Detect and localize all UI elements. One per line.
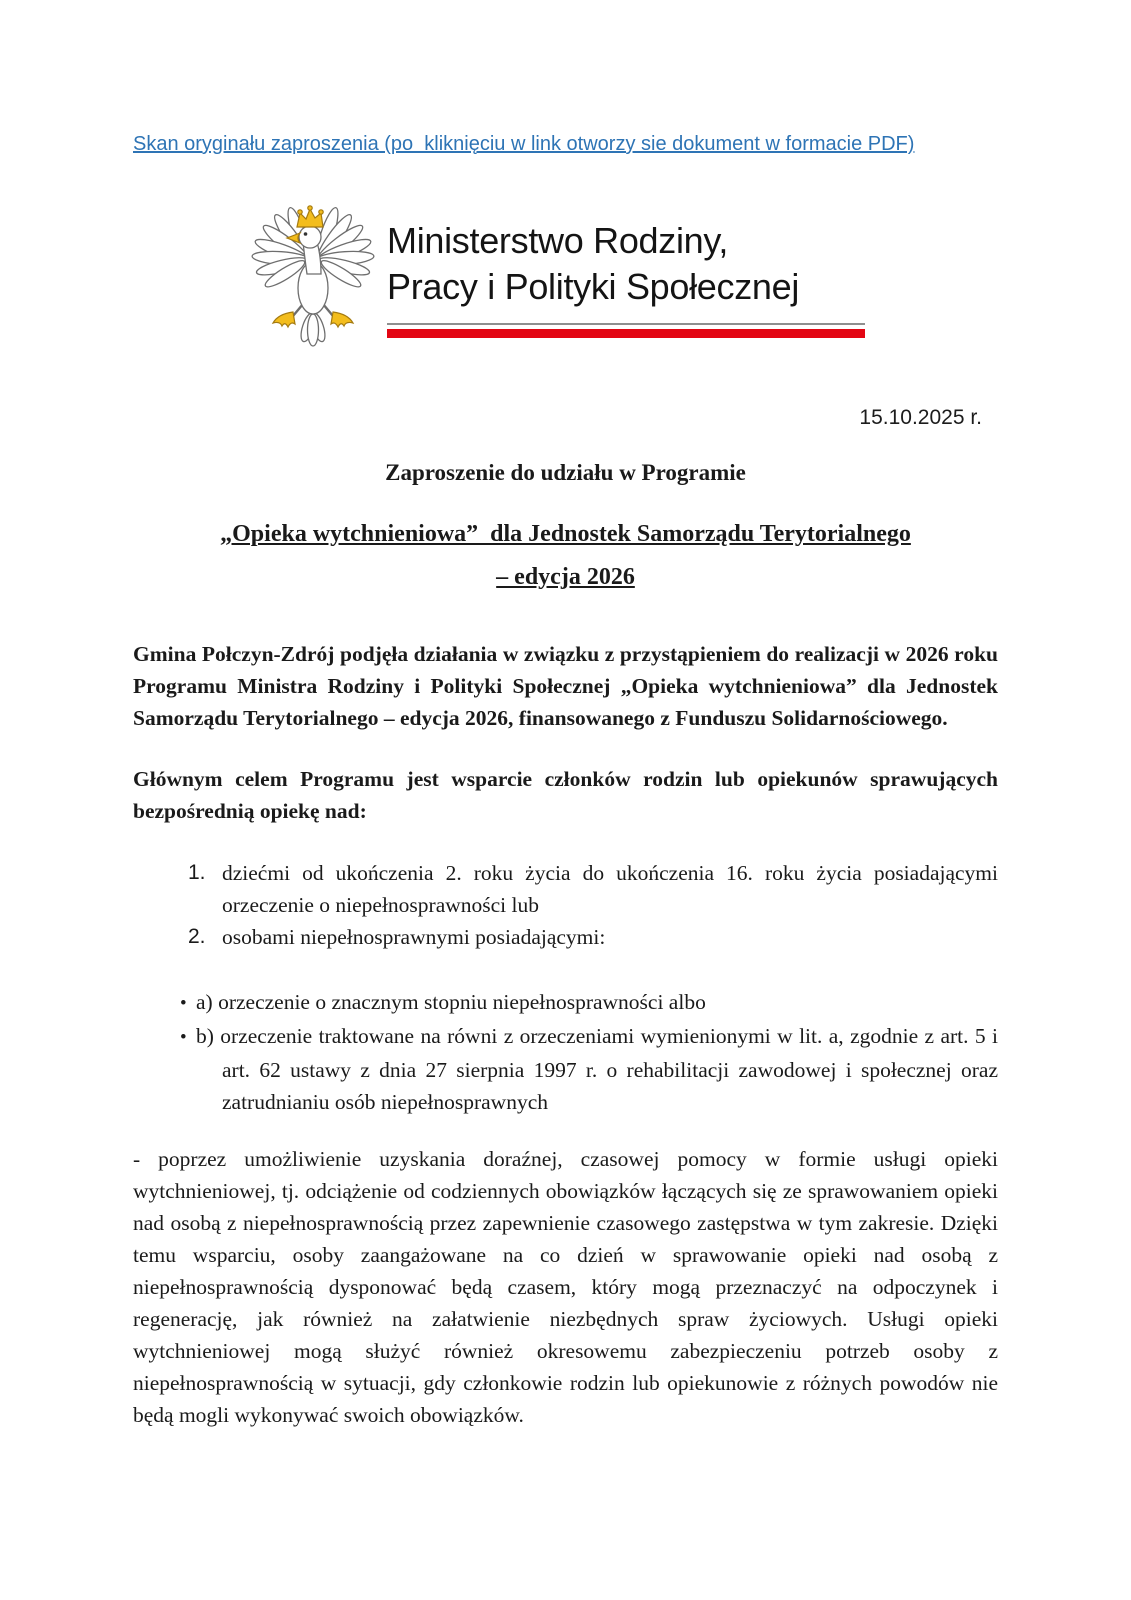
logo-divider-gray xyxy=(387,323,865,325)
ministry-name-line1: Ministerstwo Rodziny, xyxy=(387,220,729,261)
list-item xyxy=(133,986,998,1020)
subtitle-line2: – edycja 2026 xyxy=(496,564,635,590)
paragraph-goal: Głównym celem Programu jest wsparcie członków rodzin lub opiekunów sprawujących bezpośrednią opiekę nad: xyxy=(133,767,998,823)
list-item-text: a) orzeczenie o znacznym stopniu niepełnosprawności albo xyxy=(196,990,706,1014)
numbered-list xyxy=(133,857,998,953)
scan-pdf-link[interactable]: Skan oryginału zaproszenia (po kliknięciu w link otworzy sie dokument w formacie PDF) xyxy=(133,133,915,155)
list-item-text: b) orzeczenie traktowane na równi z orzeczeniami wymienionymi w lit. a, zgodnie z art. 5 i art. 62 ustawy z dnia 27 sierpnia 1997 r. o rehabilitacji zawodowej i społecznej oraz zatrudnianiu osób niepełnosprawnych xyxy=(196,1024,998,1114)
paragraph-outro: - poprzez umożliwienie uzyskania doraźnej, czasowej pomocy w formie usługi opieki wytchnieniowej, tj. odciążenie od codziennych obowiązków łączących się ze sprawowaniem opieki nad osobą z niepełnosprawnością przez zapewnienie czasowego zastępstwa w tym zakresie. Dzięki temu wsparciu, osoby zaangażowane na co dzień w sprawowanie opieki nad osobą z niepełnosprawnością dysponować będą czasem, który mogą przeznaczyć na odpoczynek i regenerację, jak również na załatwienie niezbędnych spraw życiowych. Usługi opieki wytchnieniowej mogą służyć również okresowemu zabezpieczeniu potrzeb osoby z niepełnosprawnością w sytuacji, gdy członkowie rodzin lub opiekunowie z różnych powodów nie będą mogli wykonywać swoich obowiązków. xyxy=(133,1147,998,1427)
list-number: 2. xyxy=(188,925,206,948)
document-date: 15.10.2025 r. xyxy=(859,406,982,429)
list-number: 1. xyxy=(188,861,206,884)
list-item-text: osobami niepełnosprawnymi posiadającymi: xyxy=(222,925,606,949)
subtitle-line1: „Opieka wytchnieniowa” dla Jednostek Samorządu Terytorialnego xyxy=(220,521,911,547)
document-title: Zaproszenie do udziału w Programie xyxy=(385,460,746,485)
list-item xyxy=(133,921,998,953)
list-item xyxy=(133,857,998,921)
ministry-logo xyxy=(247,202,998,354)
bullet-icon: • xyxy=(180,993,187,1014)
document-subtitle xyxy=(133,513,998,599)
list-item xyxy=(133,1020,998,1118)
paragraph-intro: Gmina Połczyn-Zdrój podjęła działania w związku z przystąpieniem do realizacji w 2026 roku Programu Ministra Rodziny i Polityki Społecznej „Opieka wytchnieniowa” dla Jednostek Samorządu Terytorialnego – edycja 2026, finansowanego z Funduszu Solidarnościowego. xyxy=(133,642,998,730)
bullet-list xyxy=(133,986,998,1118)
bullet-icon: • xyxy=(180,1027,187,1048)
list-item-text: dziećmi od ukończenia 2. roku życia do ukończenia 16. roku życia posiadającymi orzeczenie o niepełnosprawności lub xyxy=(222,861,998,917)
ministry-name-line2: Pracy i Polityki Społecznej xyxy=(387,266,800,307)
logo-divider-red xyxy=(387,329,865,338)
eagle-icon xyxy=(247,202,379,354)
